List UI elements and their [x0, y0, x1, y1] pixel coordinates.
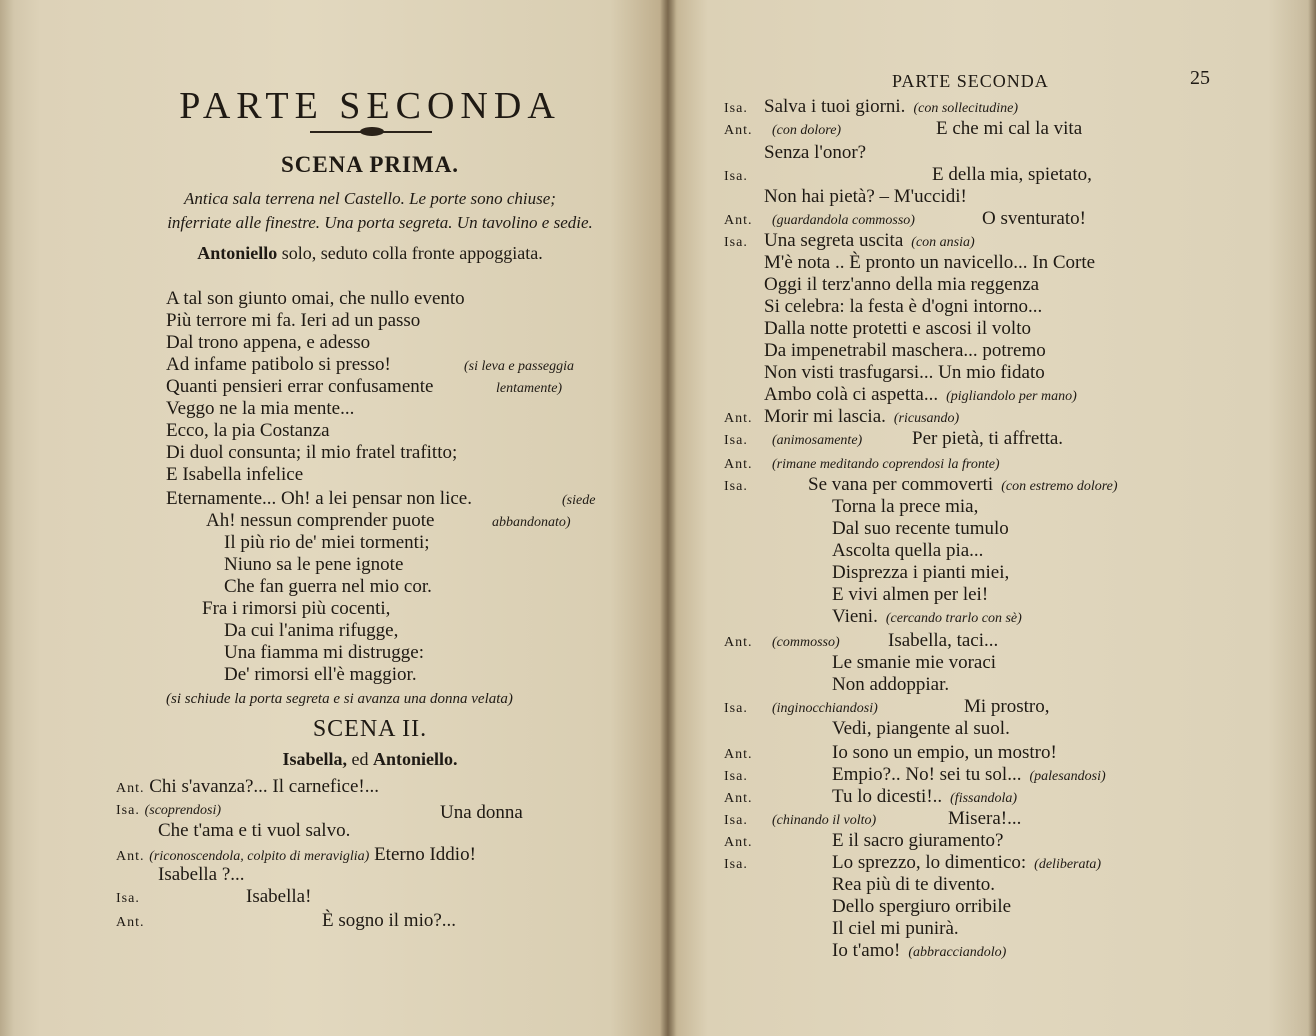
speaker: Ant.: [724, 123, 753, 138]
stage-note: (riconoscendola, colpito di meraviglia): [149, 849, 370, 864]
verse-line: E vivi almen per lei!: [832, 584, 989, 605]
verse-line: Una fiamma mi distrugge:: [224, 642, 424, 663]
speaker: Ant.: [724, 635, 753, 650]
speaker: Isa.: [724, 701, 748, 716]
dialogue-text: Isabella ?...: [158, 864, 245, 885]
character-name: Antoniello.: [373, 749, 458, 769]
verse-line: Oggi il terz'anno della mia reggenza: [764, 274, 1040, 295]
verse-line: [808, 474, 1118, 498]
speaker: Isa.: [724, 101, 748, 116]
verse-line: [832, 940, 1006, 964]
stage-note: (fissandola): [950, 791, 1018, 806]
verse-line: Dal suo recente tumulo: [832, 518, 1009, 539]
verse-line: Di duol consunta; il mio fratel trafitto;: [166, 442, 458, 463]
speaker: Isa.: [116, 803, 140, 818]
verse-line: Eternamente... Oh! a lei pensar non lice.: [166, 488, 472, 509]
verse-line: Per pietà, ti affretta.: [912, 428, 1064, 449]
verse-line: [764, 96, 1018, 120]
verse-text: Salva i tuoi giorni.: [764, 96, 906, 117]
verse-line: M'è nota .. È pronto un navicello... In Corte: [764, 252, 1096, 273]
verse-line: Il più rio de' miei tormenti;: [224, 532, 430, 553]
verse-line: Senza l'onor?: [764, 142, 867, 163]
verse-line: Dal trono appena, e adesso: [166, 332, 371, 353]
speaker: Isa.: [724, 433, 748, 448]
verse-line: Dalla notte protetti e ascosi il volto: [764, 318, 1031, 339]
dialogue-line: [116, 886, 140, 910]
dialogue-line: [116, 910, 145, 934]
verse-line: Non visti trasfugarsi... Un mio fidato: [764, 362, 1045, 383]
right-page: [668, 0, 1316, 1036]
character-name: Isabella,: [282, 749, 347, 769]
verse-line: E della mia, spietato,: [932, 164, 1092, 185]
verse-line: Fra i rimorsi più cocenti,: [202, 598, 391, 619]
verse-line: E Isabella infelice: [166, 464, 304, 485]
verse-line: E il sacro giuramento?: [832, 830, 1004, 851]
stage-note: (abbracciandolo): [908, 945, 1007, 960]
verse-line: Non addoppiar.: [832, 674, 950, 695]
verse-line: Quanti pensieri errar confusamente: [166, 376, 434, 397]
verse-text: Lo sprezzo, lo dimentico:: [832, 852, 1027, 873]
stage-note: lentamente): [496, 381, 563, 396]
speaker: Ant.: [724, 791, 753, 806]
ornament-center: [360, 127, 384, 136]
verse-text: Io t'amo!: [832, 940, 901, 961]
stage-note: (chinando il volto): [772, 813, 877, 828]
verse-line: Rea più di te divento.: [832, 874, 996, 895]
stage-note: (inginocchiandosi): [772, 701, 878, 716]
verse-line: [764, 230, 975, 254]
verse-text: Vieni.: [832, 606, 878, 627]
stage-note: (si leva e passeggia: [464, 359, 575, 374]
verse-line: Che fan guerra nel mio cor.: [224, 576, 432, 597]
stage-note: (guardandola commosso): [772, 213, 915, 228]
stage-note: (cercando trarlo con sè): [885, 611, 1022, 626]
speaker: Ant.: [724, 213, 753, 228]
speaker: Ant.: [116, 849, 145, 864]
verse-line: Ad infame patibolo si presso!: [166, 354, 391, 375]
stage-note: (con ansia): [911, 235, 975, 250]
verse-line: Disprezza i pianti miei,: [832, 562, 1010, 583]
verse-line: [832, 852, 1101, 876]
verse-line: Non hai pietà? – M'uccidi!: [764, 186, 967, 207]
dialogue-text: Che t'ama e ti vuol salvo.: [158, 820, 351, 841]
verse-line: Torna la prece mia,: [832, 496, 979, 517]
verse-text: Se vana per commoverti: [808, 474, 994, 495]
dialogue-line: [116, 798, 221, 822]
stage-note: (ricusando): [893, 411, 960, 426]
verse-line: Si celebra: la festa è d'ogni intorno...: [764, 296, 1043, 317]
verse-line: [832, 786, 1017, 810]
stage-note: (scoprendosi): [144, 803, 222, 818]
stage-direction-line: inferriate alle finestre. Una porta segreta. Un tavolino e sedie.: [167, 213, 593, 232]
stage-note: (con sollecitudine): [913, 101, 1019, 116]
conjunction: ed: [351, 749, 369, 769]
verse-text: Ambo colà ci aspetta...: [764, 384, 939, 405]
verse-line: Da cui l'anima rifugge,: [224, 620, 399, 641]
stage-note: (deliberata): [1034, 857, 1102, 872]
stage-note: (siede: [562, 493, 596, 508]
scene-1-title: SCENA PRIMA.: [280, 152, 460, 177]
speaker: Ant.: [116, 781, 145, 796]
stage-note: (pigliandolo per mano): [946, 389, 1077, 404]
verse-line: E che mi cal la vita: [936, 118, 1083, 139]
verse-line: Più terrore mi fa. Ieri ad un passo: [166, 310, 421, 331]
dialogue-text: È sogno il mio?...: [322, 910, 457, 931]
verse-line: Io sono un empio, un mostro!: [832, 742, 1057, 763]
verse-line: Ecco, la pia Costanza: [166, 420, 330, 441]
dialogue-text: Chi s'avanza?... Il carnefice!...: [149, 776, 379, 797]
stage-note: (rimane meditando coprendosi la fronte): [772, 457, 1000, 472]
verse-text: Tu lo dicesti!..: [832, 786, 943, 807]
stage-direction: (si schiude la porta segreta e si avanza una donna velata): [166, 691, 513, 707]
speaker: Isa.: [724, 857, 748, 872]
verse-line: Isabella, taci...: [888, 630, 999, 651]
stage-note: (con dolore): [772, 123, 842, 138]
part-title: PARTE SECONDA: [179, 85, 561, 127]
stage-note: (commosso): [772, 635, 840, 650]
character-action: solo, seduto colla fronte appoggiata.: [281, 243, 543, 263]
page-number: 25: [1190, 67, 1210, 89]
scene-2-characters: [0, 748, 668, 770]
verse-line: O sventurato!: [982, 208, 1086, 229]
verse-line: Vedi, piangente al suol.: [832, 718, 1010, 739]
verse-line: Misera!...: [948, 808, 1022, 829]
speaker: Isa.: [724, 479, 748, 494]
stage-note: (animosamente): [772, 433, 863, 448]
dialogue-text: Eterno Iddio!: [374, 844, 476, 865]
verse-line: Dello spergiuro orribile: [832, 896, 1012, 917]
character-line: [0, 242, 668, 264]
speaker: Isa.: [116, 891, 140, 906]
verse-line: [832, 606, 1022, 630]
speaker: Ant.: [724, 835, 753, 850]
speaker: Isa.: [724, 169, 748, 184]
verse-text: Una segreta uscita: [764, 230, 904, 251]
verse-line: Ascolta quella pia...: [832, 540, 984, 561]
speaker: Ant.: [724, 457, 753, 472]
verse-line: De' rimorsi ell'è maggior.: [224, 664, 417, 685]
dialogue-text: Isabella!: [246, 886, 312, 907]
verse-text: Morir mi lascia.: [764, 406, 886, 427]
speaker: Isa.: [724, 235, 748, 250]
book-gutter: [660, 0, 676, 1036]
speaker: Isa.: [724, 769, 748, 784]
stage-note: (palesandosi): [1029, 769, 1106, 784]
verse-text: Empio?.. No! sei tu sol...: [832, 764, 1022, 785]
verse-line: [764, 384, 1077, 408]
verse-line: A tal son giunto omai, che nullo evento: [166, 288, 465, 309]
scene-2-title: SCENA II.: [312, 716, 428, 742]
verse-line: [832, 764, 1106, 788]
speaker: Ant.: [724, 411, 753, 426]
verse-line: Veggo ne la mia mente...: [166, 398, 355, 419]
verse-line: Le smanie mie voraci: [832, 652, 997, 673]
verse-line: Niuno sa le pene ignote: [224, 554, 404, 575]
speaker: Ant.: [724, 747, 753, 762]
dialogue-line: [116, 776, 379, 800]
verse-line: [764, 406, 959, 430]
stage-note: (con estremo dolore): [1001, 479, 1118, 494]
running-header: PARTE SECONDA: [892, 71, 1049, 91]
stage-direction-line: Antica sala terrena nel Castello. Le porte sono chiuse;: [184, 189, 556, 208]
verse-line: Ah! nessun comprender puote: [206, 510, 435, 531]
verse-line: Il ciel mi punirà.: [832, 918, 959, 939]
speaker: Isa.: [724, 813, 748, 828]
verse-line: Mi prostro,: [964, 696, 1050, 717]
speaker: Ant.: [116, 915, 145, 930]
stage-note: abbandonato): [492, 515, 571, 530]
character-name: Antoniello: [197, 243, 278, 263]
verse-line: Da impenetrabil maschera... potremo: [764, 340, 1046, 361]
dialogue-text: Una donna: [440, 802, 523, 823]
